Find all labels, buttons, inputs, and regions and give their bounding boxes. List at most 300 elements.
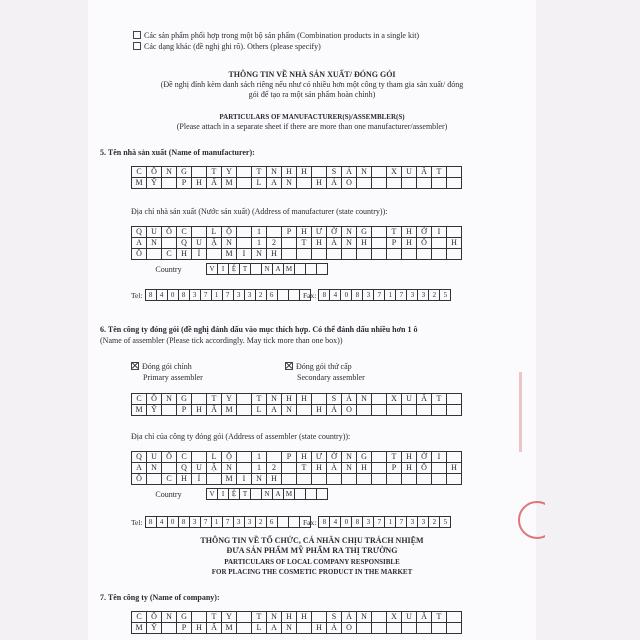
char-cell[interactable]: 0 <box>168 290 179 301</box>
char-cell[interactable]: T <box>240 489 251 500</box>
char-cell[interactable]: 2 <box>256 290 267 301</box>
char-cell[interactable]: H <box>297 612 312 623</box>
char-cell[interactable]: Ả <box>327 623 342 634</box>
char-cell[interactable]: C <box>132 394 147 405</box>
char-cell[interactable]: I <box>237 474 252 485</box>
char-cell[interactable] <box>297 474 312 485</box>
char-cell[interactable] <box>282 249 297 260</box>
char-cell[interactable] <box>251 264 262 275</box>
char-cell[interactable]: A <box>273 489 284 500</box>
char-cell[interactable] <box>357 249 372 260</box>
opt-secondary-assembler[interactable]: Đóng gói thứ cấp <box>285 362 352 372</box>
char-cell[interactable]: Ô <box>147 612 162 623</box>
char-cell[interactable]: Ô <box>147 167 162 178</box>
char-cell[interactable] <box>372 623 387 634</box>
q5-name-grid[interactable] <box>131 166 462 189</box>
char-cell[interactable]: Ẩ <box>207 178 222 189</box>
char-cell[interactable]: 1 <box>252 227 267 238</box>
char-cell[interactable] <box>237 167 252 178</box>
char-cell[interactable]: C <box>162 474 177 485</box>
char-cell[interactable] <box>192 394 207 405</box>
char-cell[interactable]: 7 <box>396 517 407 528</box>
char-cell[interactable]: 3 <box>407 517 418 528</box>
char-cell[interactable]: N <box>222 463 237 474</box>
char-cell[interactable]: I <box>237 249 252 260</box>
char-cell[interactable]: G <box>177 394 192 405</box>
char-cell[interactable]: G <box>177 167 192 178</box>
char-cell[interactable] <box>372 238 387 249</box>
char-cell[interactable]: P <box>387 238 402 249</box>
char-cell[interactable] <box>402 405 417 416</box>
char-cell[interactable] <box>447 474 462 485</box>
char-cell[interactable]: T <box>297 238 312 249</box>
char-cell[interactable]: 0 <box>341 517 352 528</box>
char-cell[interactable]: 4 <box>330 517 341 528</box>
char-cell[interactable]: N <box>147 238 162 249</box>
char-cell[interactable]: 7 <box>223 290 234 301</box>
char-cell[interactable] <box>447 178 462 189</box>
char-cell[interactable]: L <box>252 178 267 189</box>
char-cell[interactable]: 6 <box>267 517 278 528</box>
char-cell[interactable]: H <box>267 249 282 260</box>
char-cell[interactable]: I <box>432 452 447 463</box>
char-cell[interactable]: P <box>387 463 402 474</box>
char-cell[interactable]: Ả <box>342 167 357 178</box>
char-cell[interactable]: N <box>357 167 372 178</box>
char-cell[interactable]: T <box>432 394 447 405</box>
char-cell[interactable]: S <box>327 167 342 178</box>
char-cell[interactable] <box>237 405 252 416</box>
char-cell[interactable]: 7 <box>201 290 212 301</box>
char-cell[interactable]: Ố <box>162 452 177 463</box>
char-cell[interactable] <box>402 249 417 260</box>
char-cell[interactable]: Ấ <box>417 612 432 623</box>
char-cell[interactable]: N <box>262 489 273 500</box>
char-cell[interactable]: 2 <box>429 517 440 528</box>
char-cell[interactable] <box>372 167 387 178</box>
char-cell[interactable]: N <box>222 238 237 249</box>
char-cell[interactable]: O <box>342 405 357 416</box>
char-cell[interactable]: 8 <box>319 290 330 301</box>
char-cell[interactable]: 4 <box>157 290 168 301</box>
char-cell[interactable]: 8 <box>179 517 190 528</box>
char-cell[interactable]: T <box>207 394 222 405</box>
char-cell[interactable]: 1 <box>252 238 267 249</box>
char-cell[interactable]: 2 <box>429 290 440 301</box>
option-others[interactable]: Các dạng khác (đề nghị ghi rõ). Others (please specify) <box>133 42 321 52</box>
char-cell[interactable]: H <box>402 463 417 474</box>
q5-address-grid[interactable] <box>131 226 462 260</box>
char-cell[interactable]: 2 <box>267 238 282 249</box>
char-cell[interactable]: L <box>252 623 267 634</box>
char-cell[interactable]: N <box>162 612 177 623</box>
char-cell[interactable] <box>432 474 447 485</box>
q6-name-grid[interactable] <box>131 393 462 416</box>
char-cell[interactable]: H <box>447 463 462 474</box>
char-cell[interactable] <box>372 474 387 485</box>
char-cell[interactable] <box>251 489 262 500</box>
char-cell[interactable]: A <box>267 178 282 189</box>
char-cell[interactable]: T <box>207 612 222 623</box>
char-cell[interactable]: H <box>192 623 207 634</box>
char-cell[interactable]: H <box>402 227 417 238</box>
char-cell[interactable]: V <box>207 264 218 275</box>
char-cell[interactable]: U <box>147 452 162 463</box>
char-cell[interactable]: Ỹ <box>147 405 162 416</box>
char-cell[interactable]: N <box>162 394 177 405</box>
char-cell[interactable] <box>372 463 387 474</box>
char-cell[interactable] <box>402 178 417 189</box>
char-cell[interactable] <box>237 463 252 474</box>
char-cell[interactable] <box>317 489 328 500</box>
char-cell[interactable] <box>387 474 402 485</box>
char-cell[interactable]: I <box>218 264 229 275</box>
char-cell[interactable]: H <box>177 249 192 260</box>
char-cell[interactable]: Í <box>192 474 207 485</box>
char-cell[interactable]: N <box>262 264 273 275</box>
char-cell[interactable] <box>162 238 177 249</box>
char-cell[interactable]: H <box>282 394 297 405</box>
char-cell[interactable]: U <box>192 238 207 249</box>
char-cell[interactable]: 8 <box>319 517 330 528</box>
checkbox[interactable] <box>133 31 141 39</box>
char-cell[interactable]: À <box>327 238 342 249</box>
char-cell[interactable]: Ệ <box>229 489 240 500</box>
char-cell[interactable] <box>417 249 432 260</box>
char-cell[interactable]: Ờ <box>327 452 342 463</box>
char-cell[interactable]: L <box>207 227 222 238</box>
q5-tel-grid[interactable] <box>145 289 311 301</box>
char-cell[interactable]: Y <box>222 394 237 405</box>
char-cell[interactable]: I <box>432 227 447 238</box>
char-cell[interactable] <box>312 612 327 623</box>
char-cell[interactable]: T <box>387 227 402 238</box>
char-cell[interactable] <box>342 474 357 485</box>
char-cell[interactable] <box>192 612 207 623</box>
char-cell[interactable]: H <box>402 452 417 463</box>
char-cell[interactable] <box>192 452 207 463</box>
char-cell[interactable] <box>417 623 432 634</box>
q6-country-grid[interactable] <box>206 488 328 500</box>
char-cell[interactable]: X <box>387 612 402 623</box>
char-cell[interactable]: Q <box>177 463 192 474</box>
checkbox[interactable] <box>133 42 141 50</box>
char-cell[interactable] <box>289 290 300 301</box>
char-cell[interactable]: C <box>132 167 147 178</box>
q7-name-grid[interactable] <box>131 611 462 634</box>
char-cell[interactable]: V <box>207 489 218 500</box>
char-cell[interactable]: 2 <box>267 463 282 474</box>
char-cell[interactable]: Ố <box>417 238 432 249</box>
option-combination-kit[interactable]: Các sản phẩm phối hợp trong một bộ sản phẩm (Combination products in a single kit) <box>133 31 419 41</box>
char-cell[interactable] <box>297 249 312 260</box>
char-cell[interactable]: 8 <box>352 290 363 301</box>
char-cell[interactable]: G <box>177 612 192 623</box>
char-cell[interactable] <box>278 290 289 301</box>
char-cell[interactable]: 2 <box>256 517 267 528</box>
q5-country-grid[interactable] <box>206 263 328 275</box>
char-cell[interactable] <box>192 227 207 238</box>
char-cell[interactable]: 5 <box>440 517 451 528</box>
char-cell[interactable]: 3 <box>418 290 429 301</box>
opt-primary-assembler[interactable]: Đóng gói chính <box>131 362 192 372</box>
char-cell[interactable]: H <box>192 178 207 189</box>
char-cell[interactable] <box>327 474 342 485</box>
char-cell[interactable] <box>162 178 177 189</box>
char-cell[interactable] <box>447 394 462 405</box>
char-cell[interactable] <box>207 474 222 485</box>
char-cell[interactable]: N <box>282 623 297 634</box>
char-cell[interactable]: N <box>342 452 357 463</box>
char-cell[interactable]: O <box>342 623 357 634</box>
char-cell[interactable]: N <box>342 227 357 238</box>
checked-box-icon[interactable] <box>131 362 139 370</box>
char-cell[interactable]: H <box>297 394 312 405</box>
char-cell[interactable]: 5 <box>440 290 451 301</box>
char-cell[interactable] <box>447 623 462 634</box>
char-cell[interactable]: Ậ <box>207 238 222 249</box>
char-cell[interactable]: C <box>132 612 147 623</box>
char-cell[interactable]: 3 <box>245 290 256 301</box>
char-cell[interactable]: N <box>357 612 372 623</box>
char-cell[interactable]: G <box>357 227 372 238</box>
char-cell[interactable] <box>312 394 327 405</box>
char-cell[interactable]: Ả <box>327 405 342 416</box>
char-cell[interactable]: 3 <box>363 517 374 528</box>
char-cell[interactable] <box>267 227 282 238</box>
char-cell[interactable]: Ấ <box>417 167 432 178</box>
char-cell[interactable]: Ẩ <box>207 405 222 416</box>
char-cell[interactable]: U <box>402 167 417 178</box>
char-cell[interactable]: Ồ <box>132 474 147 485</box>
char-cell[interactable] <box>432 405 447 416</box>
char-cell[interactable]: H <box>447 238 462 249</box>
char-cell[interactable] <box>357 405 372 416</box>
char-cell[interactable] <box>237 612 252 623</box>
char-cell[interactable]: Y <box>222 612 237 623</box>
char-cell[interactable]: M <box>222 405 237 416</box>
char-cell[interactable]: 3 <box>407 290 418 301</box>
char-cell[interactable]: N <box>147 463 162 474</box>
char-cell[interactable]: T <box>252 612 267 623</box>
char-cell[interactable]: Ồ <box>132 249 147 260</box>
char-cell[interactable] <box>207 249 222 260</box>
char-cell[interactable]: L <box>252 405 267 416</box>
char-cell[interactable]: H <box>267 474 282 485</box>
char-cell[interactable]: T <box>252 167 267 178</box>
char-cell[interactable] <box>447 405 462 416</box>
char-cell[interactable]: 4 <box>157 517 168 528</box>
char-cell[interactable]: Ỹ <box>147 178 162 189</box>
char-cell[interactable]: X <box>387 167 402 178</box>
char-cell[interactable] <box>357 474 372 485</box>
char-cell[interactable] <box>447 612 462 623</box>
char-cell[interactable]: H <box>282 167 297 178</box>
char-cell[interactable]: 1 <box>212 290 223 301</box>
char-cell[interactable]: H <box>297 227 312 238</box>
char-cell[interactable]: L <box>207 452 222 463</box>
char-cell[interactable] <box>297 178 312 189</box>
char-cell[interactable] <box>402 623 417 634</box>
char-cell[interactable]: 1 <box>252 463 267 474</box>
char-cell[interactable]: Ố <box>162 227 177 238</box>
char-cell[interactable]: Ờ <box>327 227 342 238</box>
char-cell[interactable]: G <box>357 452 372 463</box>
char-cell[interactable]: M <box>132 405 147 416</box>
char-cell[interactable]: H <box>312 405 327 416</box>
char-cell[interactable]: Ẩ <box>207 623 222 634</box>
char-cell[interactable]: H <box>312 623 327 634</box>
char-cell[interactable] <box>372 178 387 189</box>
char-cell[interactable] <box>295 264 306 275</box>
char-cell[interactable] <box>192 167 207 178</box>
char-cell[interactable]: 8 <box>179 290 190 301</box>
char-cell[interactable]: 8 <box>146 290 157 301</box>
char-cell[interactable]: P <box>282 452 297 463</box>
char-cell[interactable] <box>432 178 447 189</box>
char-cell[interactable] <box>306 264 317 275</box>
char-cell[interactable]: 1 <box>252 452 267 463</box>
char-cell[interactable]: N <box>282 405 297 416</box>
char-cell[interactable]: M <box>284 489 295 500</box>
char-cell[interactable]: 7 <box>374 290 385 301</box>
char-cell[interactable] <box>402 474 417 485</box>
char-cell[interactable]: 7 <box>201 517 212 528</box>
char-cell[interactable] <box>306 489 317 500</box>
char-cell[interactable] <box>162 623 177 634</box>
char-cell[interactable] <box>342 249 357 260</box>
char-cell[interactable]: 3 <box>234 517 245 528</box>
char-cell[interactable] <box>312 167 327 178</box>
char-cell[interactable]: Ộ <box>222 227 237 238</box>
char-cell[interactable]: Y <box>222 167 237 178</box>
char-cell[interactable] <box>327 249 342 260</box>
char-cell[interactable]: H <box>312 463 327 474</box>
char-cell[interactable]: H <box>177 474 192 485</box>
char-cell[interactable]: T <box>252 394 267 405</box>
char-cell[interactable]: 3 <box>363 290 374 301</box>
char-cell[interactable]: T <box>432 167 447 178</box>
char-cell[interactable] <box>237 623 252 634</box>
char-cell[interactable]: H <box>357 238 372 249</box>
char-cell[interactable]: Ấ <box>417 394 432 405</box>
char-cell[interactable]: P <box>177 178 192 189</box>
char-cell[interactable]: O <box>342 178 357 189</box>
char-cell[interactable]: N <box>357 394 372 405</box>
char-cell[interactable]: N <box>162 167 177 178</box>
char-cell[interactable]: C <box>177 227 192 238</box>
char-cell[interactable]: N <box>282 178 297 189</box>
char-cell[interactable]: M <box>222 623 237 634</box>
char-cell[interactable]: 3 <box>245 517 256 528</box>
char-cell[interactable]: Ớ <box>417 227 432 238</box>
char-cell[interactable] <box>372 394 387 405</box>
char-cell[interactable] <box>295 489 306 500</box>
char-cell[interactable] <box>372 405 387 416</box>
char-cell[interactable]: Ộ <box>222 452 237 463</box>
char-cell[interactable] <box>297 405 312 416</box>
char-cell[interactable] <box>357 178 372 189</box>
char-cell[interactable]: Ậ <box>207 463 222 474</box>
q6-tel-grid[interactable] <box>145 516 311 528</box>
char-cell[interactable] <box>237 452 252 463</box>
char-cell[interactable]: Q <box>132 452 147 463</box>
char-cell[interactable] <box>387 623 402 634</box>
char-cell[interactable]: 3 <box>418 517 429 528</box>
char-cell[interactable]: 8 <box>146 517 157 528</box>
char-cell[interactable]: Ệ <box>229 264 240 275</box>
char-cell[interactable]: Q <box>132 227 147 238</box>
char-cell[interactable]: A <box>132 238 147 249</box>
char-cell[interactable] <box>447 167 462 178</box>
char-cell[interactable]: 1 <box>212 517 223 528</box>
char-cell[interactable]: M <box>284 264 295 275</box>
char-cell[interactable]: N <box>267 612 282 623</box>
q6-address-grid[interactable] <box>131 451 462 485</box>
char-cell[interactable]: Q <box>177 238 192 249</box>
char-cell[interactable]: C <box>177 452 192 463</box>
char-cell[interactable] <box>312 474 327 485</box>
char-cell[interactable]: 7 <box>223 517 234 528</box>
char-cell[interactable]: T <box>387 452 402 463</box>
char-cell[interactable]: M <box>222 249 237 260</box>
char-cell[interactable]: A <box>267 405 282 416</box>
char-cell[interactable] <box>297 623 312 634</box>
char-cell[interactable] <box>387 249 402 260</box>
char-cell[interactable]: H <box>312 238 327 249</box>
char-cell[interactable] <box>267 452 282 463</box>
char-cell[interactable] <box>387 178 402 189</box>
char-cell[interactable]: Ả <box>342 394 357 405</box>
char-cell[interactable]: N <box>267 167 282 178</box>
char-cell[interactable]: M <box>222 178 237 189</box>
char-cell[interactable] <box>447 249 462 260</box>
char-cell[interactable]: 3 <box>190 290 201 301</box>
char-cell[interactable]: S <box>327 394 342 405</box>
char-cell[interactable]: A <box>132 463 147 474</box>
char-cell[interactable]: T <box>207 167 222 178</box>
char-cell[interactable]: A <box>273 264 284 275</box>
char-cell[interactable]: 3 <box>190 517 201 528</box>
char-cell[interactable] <box>432 623 447 634</box>
char-cell[interactable]: 3 <box>234 290 245 301</box>
char-cell[interactable]: 1 <box>385 517 396 528</box>
char-cell[interactable] <box>162 405 177 416</box>
char-cell[interactable] <box>147 474 162 485</box>
char-cell[interactable]: T <box>432 612 447 623</box>
char-cell[interactable]: 0 <box>341 290 352 301</box>
char-cell[interactable]: Ố <box>417 463 432 474</box>
char-cell[interactable]: Ư <box>312 452 327 463</box>
char-cell[interactable] <box>372 452 387 463</box>
char-cell[interactable] <box>372 227 387 238</box>
char-cell[interactable]: T <box>297 463 312 474</box>
char-cell[interactable]: P <box>282 227 297 238</box>
char-cell[interactable]: Ô <box>147 394 162 405</box>
char-cell[interactable]: 4 <box>330 290 341 301</box>
char-cell[interactable]: N <box>252 474 267 485</box>
char-cell[interactable] <box>357 623 372 634</box>
char-cell[interactable]: Ả <box>342 612 357 623</box>
char-cell[interactable]: N <box>342 463 357 474</box>
char-cell[interactable] <box>447 452 462 463</box>
char-cell[interactable] <box>237 238 252 249</box>
char-cell[interactable] <box>312 249 327 260</box>
char-cell[interactable]: H <box>297 167 312 178</box>
char-cell[interactable] <box>282 474 297 485</box>
char-cell[interactable]: 7 <box>396 290 407 301</box>
char-cell[interactable]: U <box>402 612 417 623</box>
